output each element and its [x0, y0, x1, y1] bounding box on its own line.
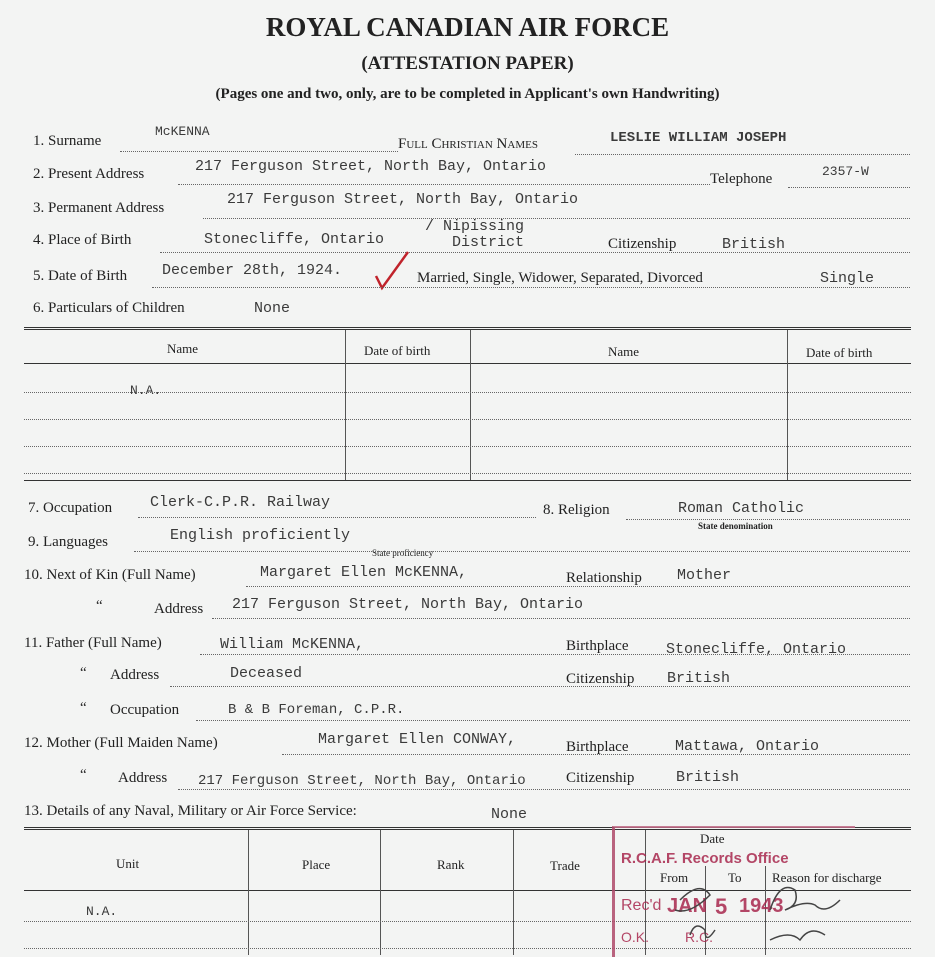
stamp-rc: R.C.: [685, 929, 713, 945]
relationship-label: Relationship: [566, 570, 642, 586]
mother-address-label: Address: [118, 770, 168, 786]
stamp-day: 5: [715, 894, 728, 919]
languages-value: English proficiently: [170, 527, 351, 544]
religion-note: State denomination: [698, 521, 773, 531]
citizenship-value: British: [722, 236, 786, 253]
mother-birthplace-label: Birthplace: [566, 739, 629, 755]
surname-value: McKENNA: [155, 124, 210, 139]
instruction: (Pages one and two, only, are to be completed in Applicant's own Handwriting): [215, 86, 720, 102]
father-citizenship-value: British: [667, 670, 731, 687]
stamp-month: JAN: [667, 895, 708, 917]
place-of-birth-label: 4. Place of Birth: [33, 232, 132, 248]
col-dob-2: Date of birth: [806, 345, 873, 360]
col-date: Date: [700, 831, 725, 846]
mother-label: 12. Mother (Full Maiden Name): [24, 735, 218, 751]
page-subtitle: (ATTESTATION PAPER): [361, 53, 574, 74]
father-label: 11. Father (Full Name): [24, 635, 162, 651]
service-value: None: [491, 806, 528, 823]
mother-citizenship-value: British: [676, 769, 740, 786]
service-table-value: N.A.: [86, 904, 118, 919]
col-trade: Trade: [550, 858, 580, 873]
relationship-value: Mother: [677, 567, 732, 584]
next-of-kin-label: 10. Next of Kin (Full Name): [24, 567, 196, 583]
children-label: 6. Particulars of Children: [33, 300, 185, 316]
stamp-received: Rec'd: [621, 897, 662, 914]
father-occupation-value: B & B Foreman, C.P.R.: [228, 702, 405, 718]
stamp-ok: O.K.: [621, 929, 650, 945]
mother-address-value: 217 Ferguson Street, North Bay, Ontario: [198, 773, 526, 789]
mother-citizenship-label: Citizenship: [566, 770, 635, 786]
languages-label: 9. Languages: [28, 534, 108, 550]
father-address-value: Deceased: [230, 665, 303, 682]
father-occupation-label: Occupation: [110, 702, 180, 718]
next-of-kin-value: Margaret Ellen McKENNA,: [260, 564, 468, 581]
surname-label: 1. Surname: [33, 133, 102, 149]
father-citizenship-label: Citizenship: [566, 671, 635, 687]
marital-label: Married, Single, Widower, Separated, Divorced: [417, 270, 703, 286]
children-table-value: N.A.: [130, 383, 162, 398]
mother-birthplace-value: Mattawa, Ontario: [675, 738, 820, 755]
citizenship-label: Citizenship: [608, 236, 677, 252]
ditto-mark: “: [80, 665, 87, 681]
service-label: 13. Details of any Naval, Military or Air Force Service:: [24, 803, 357, 819]
telephone-label: Telephone: [710, 171, 773, 187]
christian-value: LESLIE WILLIAM JOSEPH: [610, 130, 787, 146]
occupation-label: 7. Occupation: [28, 500, 113, 516]
col-unit: Unit: [116, 856, 140, 871]
col-to: To: [728, 870, 742, 885]
telephone-value: 2357-W: [822, 164, 869, 179]
present-address-label: 2. Present Address: [33, 166, 145, 182]
christian-label: Full Christian Names: [398, 136, 538, 152]
father-birthplace-value: Stonecliffe, Ontario: [666, 641, 847, 658]
religion-value: Roman Catholic: [678, 500, 805, 517]
ditto-mark: “: [80, 700, 87, 716]
permanent-address-value: 217 Ferguson Street, North Bay, Ontario: [227, 191, 579, 208]
mother-value: Margaret Ellen CONWAY,: [318, 731, 517, 748]
col-dob-1: Date of birth: [364, 343, 431, 358]
handwritten-initials-signature: [650, 865, 870, 955]
place-of-birth-value: Stonecliffe, Ontario: [204, 231, 385, 248]
col-name-1: Name: [167, 341, 199, 356]
col-name-2: Name: [608, 344, 640, 359]
children-value: None: [254, 300, 291, 317]
languages-note: State proficiency: [372, 548, 434, 558]
occupation-value: Clerk-C.P.R. Railway: [150, 494, 331, 511]
ditto-mark: “: [80, 767, 87, 783]
place-of-birth-extra: / Nipissing: [425, 218, 525, 235]
stamp-office: R.C.A.F. Records Office: [621, 850, 789, 867]
permanent-address-label: 3. Permanent Address: [33, 200, 165, 216]
page-title: ROYAL CANADIAN AIR FORCE: [265, 12, 670, 42]
father-address-label: Address: [110, 667, 160, 683]
father-value: William McKENNA,: [220, 636, 365, 653]
father-birthplace-label: Birthplace: [566, 638, 629, 654]
col-from: From: [660, 870, 689, 885]
col-reason: Reason for discharge: [772, 870, 882, 885]
col-place: Place: [302, 857, 331, 872]
col-rank: Rank: [437, 857, 465, 872]
dob-label: 5. Date of Birth: [33, 268, 128, 284]
ditto-mark: “: [96, 598, 103, 614]
religion-label: 8. Religion: [543, 502, 610, 518]
stamp-year: 1943: [739, 895, 784, 917]
kin-address-value: 217 Ferguson Street, North Bay, Ontario: [232, 596, 584, 613]
kin-address-label: Address: [154, 601, 204, 617]
present-address-value: 217 Ferguson Street, North Bay, Ontario: [195, 158, 547, 175]
marital-value: Single: [820, 270, 875, 287]
dob-value: December 28th, 1924.: [162, 262, 343, 279]
place-of-birth-extra2: District: [452, 234, 525, 251]
